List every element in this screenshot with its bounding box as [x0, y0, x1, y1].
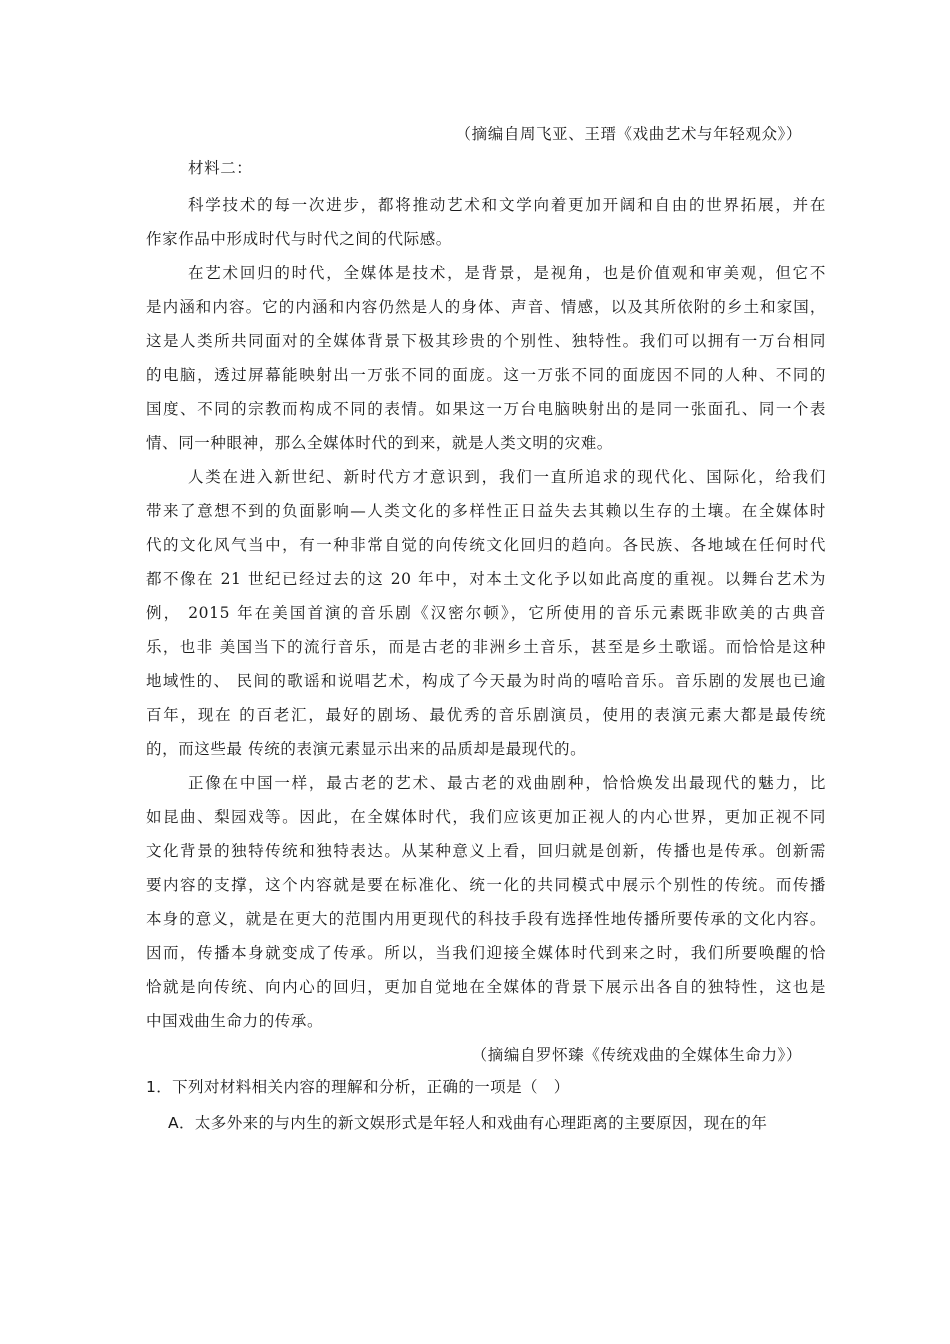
paragraph-line: 百年，现在 的百老汇，最好的剧场、最优秀的音乐剧演员，使用的表演元素大都是最传统 — [146, 706, 826, 724]
paragraph-line: 作家作品中形成时代与时代之间的代际感。 — [146, 230, 452, 248]
paragraph-line: 如昆曲、梨园戏等。因此，在全媒体时代，我们应该更加正视人的内心世界，更加正视不同 — [146, 808, 826, 826]
question-1-option-a: A．太多外来的与内生的新文娱形式是年轻人和戏曲有心理距离的主要原因，现在的年 — [168, 1114, 768, 1132]
paragraph-line: 这是人类所共同面对的全媒体背景下极其珍贵的个别性、独特性。我们可以拥有一万台相同 — [146, 332, 826, 350]
source-citation-1: （摘编自周飞亚、王瑨《戏曲艺术与年轻观众》） — [455, 125, 802, 143]
paragraph-line: 情、同一种眼神，那么全媒体时代的到来，就是人类文明的灾难。 — [146, 434, 613, 452]
paragraph-line: 因而，传播本身就变成了传承。所以，当我们迎接全媒体时代到来之时，我们所要唤醒的恰 — [146, 944, 826, 962]
paragraph-line: 的电脑，透过屏幕能映射出一万张不同的面庞。这一万张不同的面庞因不同的人种、不同的 — [146, 366, 826, 384]
paragraph-line: 科学技术的每一次进步，都将推动艺术和文学向着更加开阔和自由的世界拓展，并在 — [188, 196, 826, 214]
paragraph-line: 人类在进入新世纪、新时代方才意识到，我们一直所追求的现代化、国际化，给我们 — [188, 468, 826, 486]
paragraph-line: 正像在中国一样，最古老的艺术、最古老的戏曲剧种，恰恰焕发出最现代的魅力，比 — [188, 774, 826, 792]
paragraph-line: 例， 2015 年在美国首演的音乐剧《汉密尔顿》，它所使用的音乐元素既非欧美的古典音 — [146, 604, 826, 622]
material-two-heading: 材料二： — [188, 159, 253, 177]
question-1: 1．下列对材料相关内容的理解和分析，正确的一项是（ ） — [146, 1078, 570, 1096]
paragraph-line: 的，而这些最 传统的表演元素显示出来的品质却是最现代的。 — [146, 740, 587, 758]
paragraph-line: 在艺术回归的时代，全媒体是技术，是背景，是视角，也是价值观和审美观，但它不 — [188, 264, 826, 282]
paragraph-line: 代的文化风气当中，有一种非常自觉的向传统文化回归的趋向。各民族、各地域在任何时代 — [146, 536, 826, 554]
paragraph-line: 带来了意想不到的负面影响—人类文化的多样性正日益失去其赖以生存的土壤。在全媒体时 — [146, 502, 826, 520]
paragraph-line: 恰就是向传统、向内心的回归，更加自觉地在全媒体的背景下展示出各自的独特性，这也是 — [146, 978, 826, 996]
paragraph-line: 地域性的、 民间的歌谣和说唱艺术，构成了今天最为时尚的嘻哈音乐。音乐剧的发展也已逾 — [146, 672, 826, 690]
paragraph-line: 本身的意义，就是在更大的范围内用更现代的科技手段有选择性地传播所要传承的文化内容。 — [146, 910, 826, 928]
paragraph-line: 乐，也非 美国当下的流行音乐，而是古老的非洲乡土音乐，甚至是乡土歌谣。而恰恰是这种 — [146, 638, 826, 656]
paragraph-line: 中国戏曲生命力的传承。 — [146, 1012, 324, 1030]
source-citation-2: （摘编自罗怀臻《传统戏曲的全媒体生命力》） — [471, 1046, 802, 1064]
paragraph-line: 要内容的支撑，这个内容就是要在标准化、统一化的共同模式中展示个别性的传统。而传播 — [146, 876, 826, 894]
paragraph-line: 都不像在 21 世纪已经过去的这 20 年中，对本土文化予以如此高度的重视。以舞台艺术为 — [146, 570, 826, 588]
paragraph-line: 是内涵和内容。它的内涵和内容仍然是人的身体、声音、情感，以及其所依附的乡土和家国， — [146, 298, 826, 316]
paragraph-line: 文化背景的独特传统和独特表达。从某种意义上看，回归就是创新，传播也是传承。创新需 — [146, 842, 826, 860]
paragraph-line: 国度、不同的宗教而构成不同的表情。如果这一万台电脑映射出的是同一张面孔、同一个表 — [146, 400, 826, 418]
